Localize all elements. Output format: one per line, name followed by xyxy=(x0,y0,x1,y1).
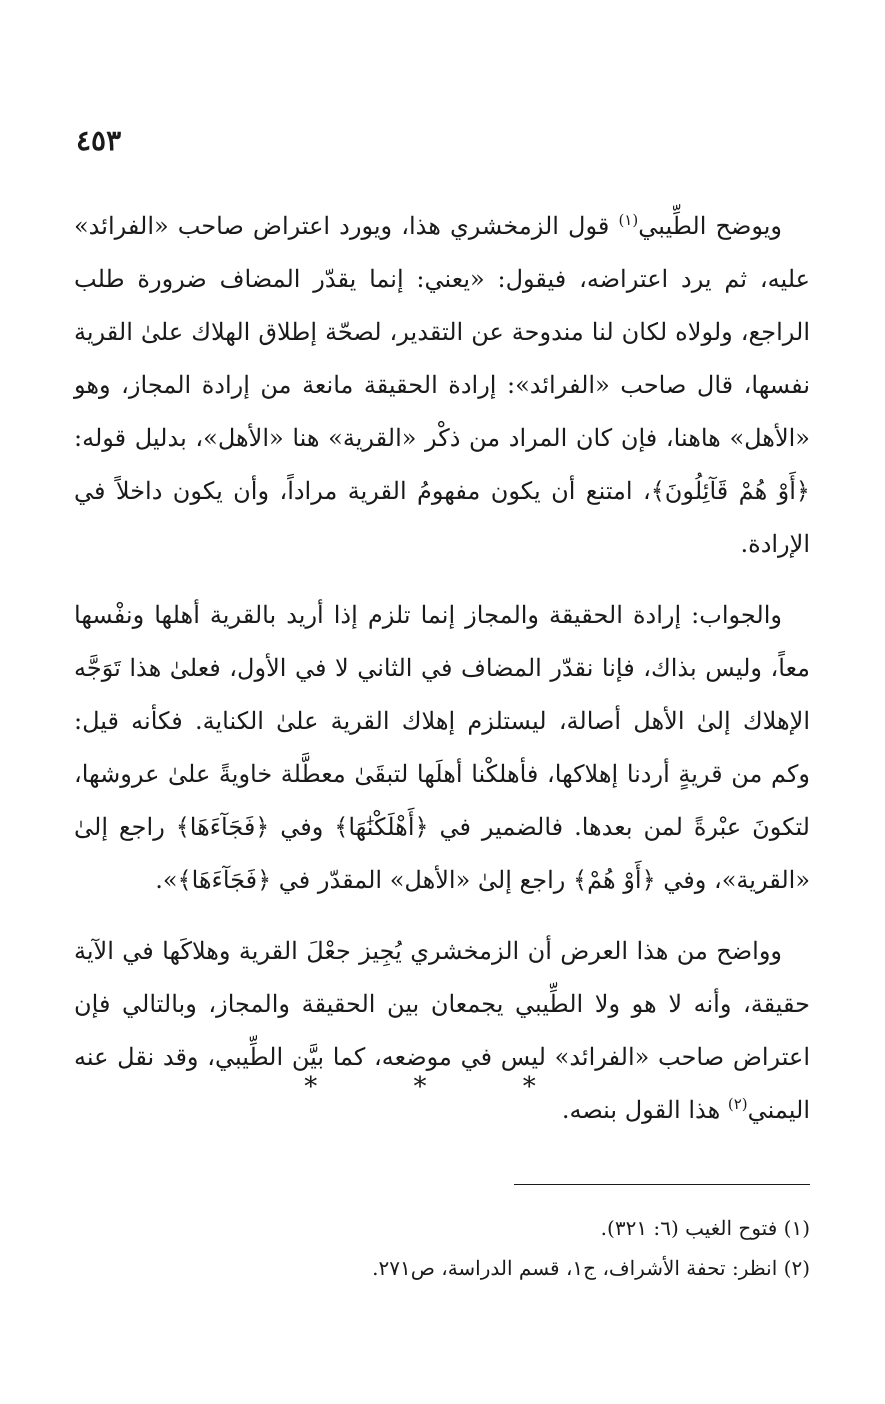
paragraph-text: قول الزمخشري هذا، ويورد اعتراض صاحب «الفرائد» عليه، ثم يرد اعتراضه، فيقول: «يعني: إنما يقدّر المضاف ضرورة طلب الراجع، ولولاه لكان لنا مندوحة عن التقدير، لصحّة إطلاق الهلاك علىٰ القرية نفسها، قال صاحب «الفرائد»: إرادة الحقيقة مانعة من إرادة المجاز، وهو «الأهل» هاهنا، فإن كان المراد من ذكْر «القرية» هنا «الأهل»، بدليل قوله: ﴿أَوْ هُمْ قَآئِلُونَ﴾، امتنع أن يكون مفهومُ القرية مراداً، وأن يكون داخلاً في الإرادة. xyxy=(74,212,810,558)
paragraph-text: هذا القول بنصه. xyxy=(561,1096,728,1124)
footnote-divider xyxy=(514,1184,810,1185)
footnote-2: (٢) انظر: تحفة الأشراف، ج١، قسم الدراسة، ص٢٧١. xyxy=(372,1256,810,1280)
paragraph-1 xyxy=(74,200,810,571)
paragraph-3 xyxy=(74,925,810,1137)
main-text xyxy=(74,200,810,1155)
footnote-ref-1[interactable]: (١) xyxy=(618,211,639,229)
footnotes xyxy=(74,1208,810,1288)
paragraph-text: ويوضح الطِّيبي xyxy=(638,212,782,240)
footnote-1: (١) فتوح الغيب (٦: ٣٢١). xyxy=(600,1216,810,1240)
paragraph-text: وواضح من هذا العرض أن الزمخشري يُجِيز جعْلَ القرية وهلاكَها في الآية حقيقة، وأنه لا هو ولا الطِّيبي يجمعان بين الحقيقة والمجاز، وبالتالي فإن اعتراض صاحب «الفرائد» ليس في موضعه، كما بيَّن الطِّيبي، وقد نقل عنه اليمني xyxy=(74,937,811,1124)
paragraph-text: والجواب: إرادة الحقيقة والمجاز إنما تلزم إذا أريد بالقرية أهلها ونفْسها معاً، وليس بذاك، فإنا نقدّر المضاف في الثاني لا في الأول، فعلىٰ هذا تَوَجَّه الإهلاك إلىٰ الأهل أصالة، ليستلزم إهلاك القرية علىٰ الكناية. فكأنه قيل: وكم من قريةٍ أردنا إهلاكها، فأهلكْنا أهلَها لتبقَىٰ معطَّلة خاويةً علىٰ عروشها، لتكونَ عبْرةً لمن بعدها. فالضمير في ﴿أَهْلَكْنَٰهَا﴾ وفي ﴿فَجَآءَهَا﴾ راجع إلىٰ «القرية»، وفي ﴿أَوْ هُمْ﴾ راجع إلىٰ «الأهل» المقدّر في ﴿فَجَآءَهَا﴾». xyxy=(74,601,810,894)
paragraph-2 xyxy=(74,589,810,907)
page-number: ٤٥٣ xyxy=(76,124,122,157)
section-separator: * * * xyxy=(304,1072,580,1102)
footnote-ref-2[interactable]: (٢) xyxy=(727,1095,748,1113)
